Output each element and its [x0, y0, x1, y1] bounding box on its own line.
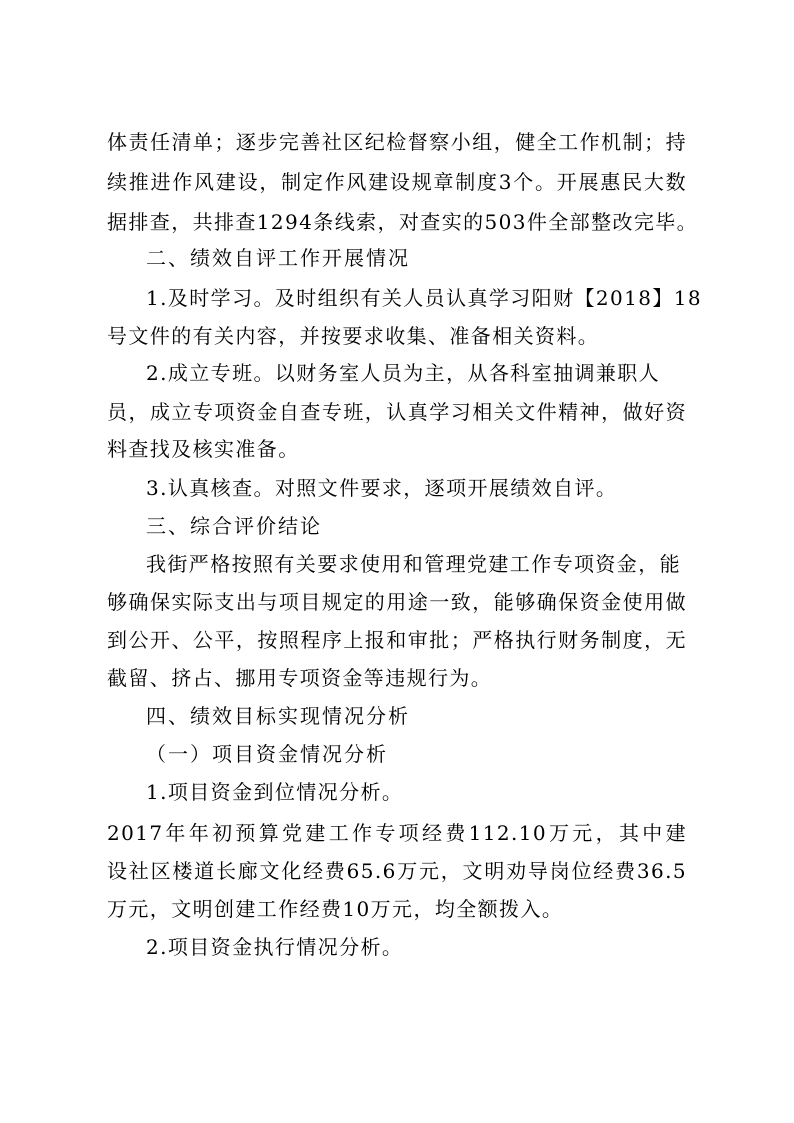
body-text-line: 2.成立专班。以财务室人员为主，从各科室抽调兼职人: [146, 361, 661, 385]
body-text-line: 据排查，共排查1294条线索，对查实的503件全部整改完毕。: [107, 210, 699, 234]
section-heading: 二、绩效自评工作开展情况: [146, 246, 410, 270]
body-text-line: 3.认真核查。对照文件要求，逐项开展绩效自评。: [146, 476, 618, 500]
body-text-line: 1.项目资金到位情况分析。: [146, 780, 404, 804]
section-heading: 四、绩效目标实现情况分析: [146, 704, 410, 728]
section-heading: 三、综合评价结论: [146, 514, 322, 538]
body-text-line: 员，成立专项资金自查专班，认真学习相关文件精神，做好资: [107, 400, 687, 424]
body-text-line: 1.及时学习。及时组织有关人员认真学习阳财【2018】18: [146, 286, 703, 310]
body-text-line: 2017年年初预算党建工作专项经费112.10万元，其中建: [107, 821, 687, 845]
body-text-line: 我街严格按照有关要求使用和管理党建工作专项资金，能: [146, 552, 681, 576]
body-text-line: 体责任清单；逐步完善社区纪检督察小组，健全工作机制；持: [107, 130, 687, 154]
body-text-line: 够确保实际支出与项目规定的用途一致，能够确保资金使用做: [107, 590, 687, 614]
body-text-line: 续推进作风建设，制定作风建设规章制度3个。开展惠民大数: [107, 170, 687, 194]
body-text-line: 号文件的有关内容，并按要求收集、准备相关资料。: [107, 324, 600, 348]
subsection-heading: （一）项目资金情况分析: [146, 742, 388, 766]
body-text-line: 到公开、公平，按照程序上报和审批；严格执行财务制度，无: [107, 628, 687, 652]
body-text-line: 2.项目资金执行情况分析。: [146, 935, 404, 959]
body-text-line: 万元，文明创建工作经费10万元，均全额拨入。: [107, 897, 564, 921]
body-text-line: 设社区楼道长廊文化经费65.6万元，文明劝导岗位经费36.5: [107, 859, 687, 883]
body-text-line: 截留、挤占、挪用专项资金等违规行为。: [107, 666, 493, 690]
body-text-line: 料查找及核实准备。: [107, 437, 300, 461]
